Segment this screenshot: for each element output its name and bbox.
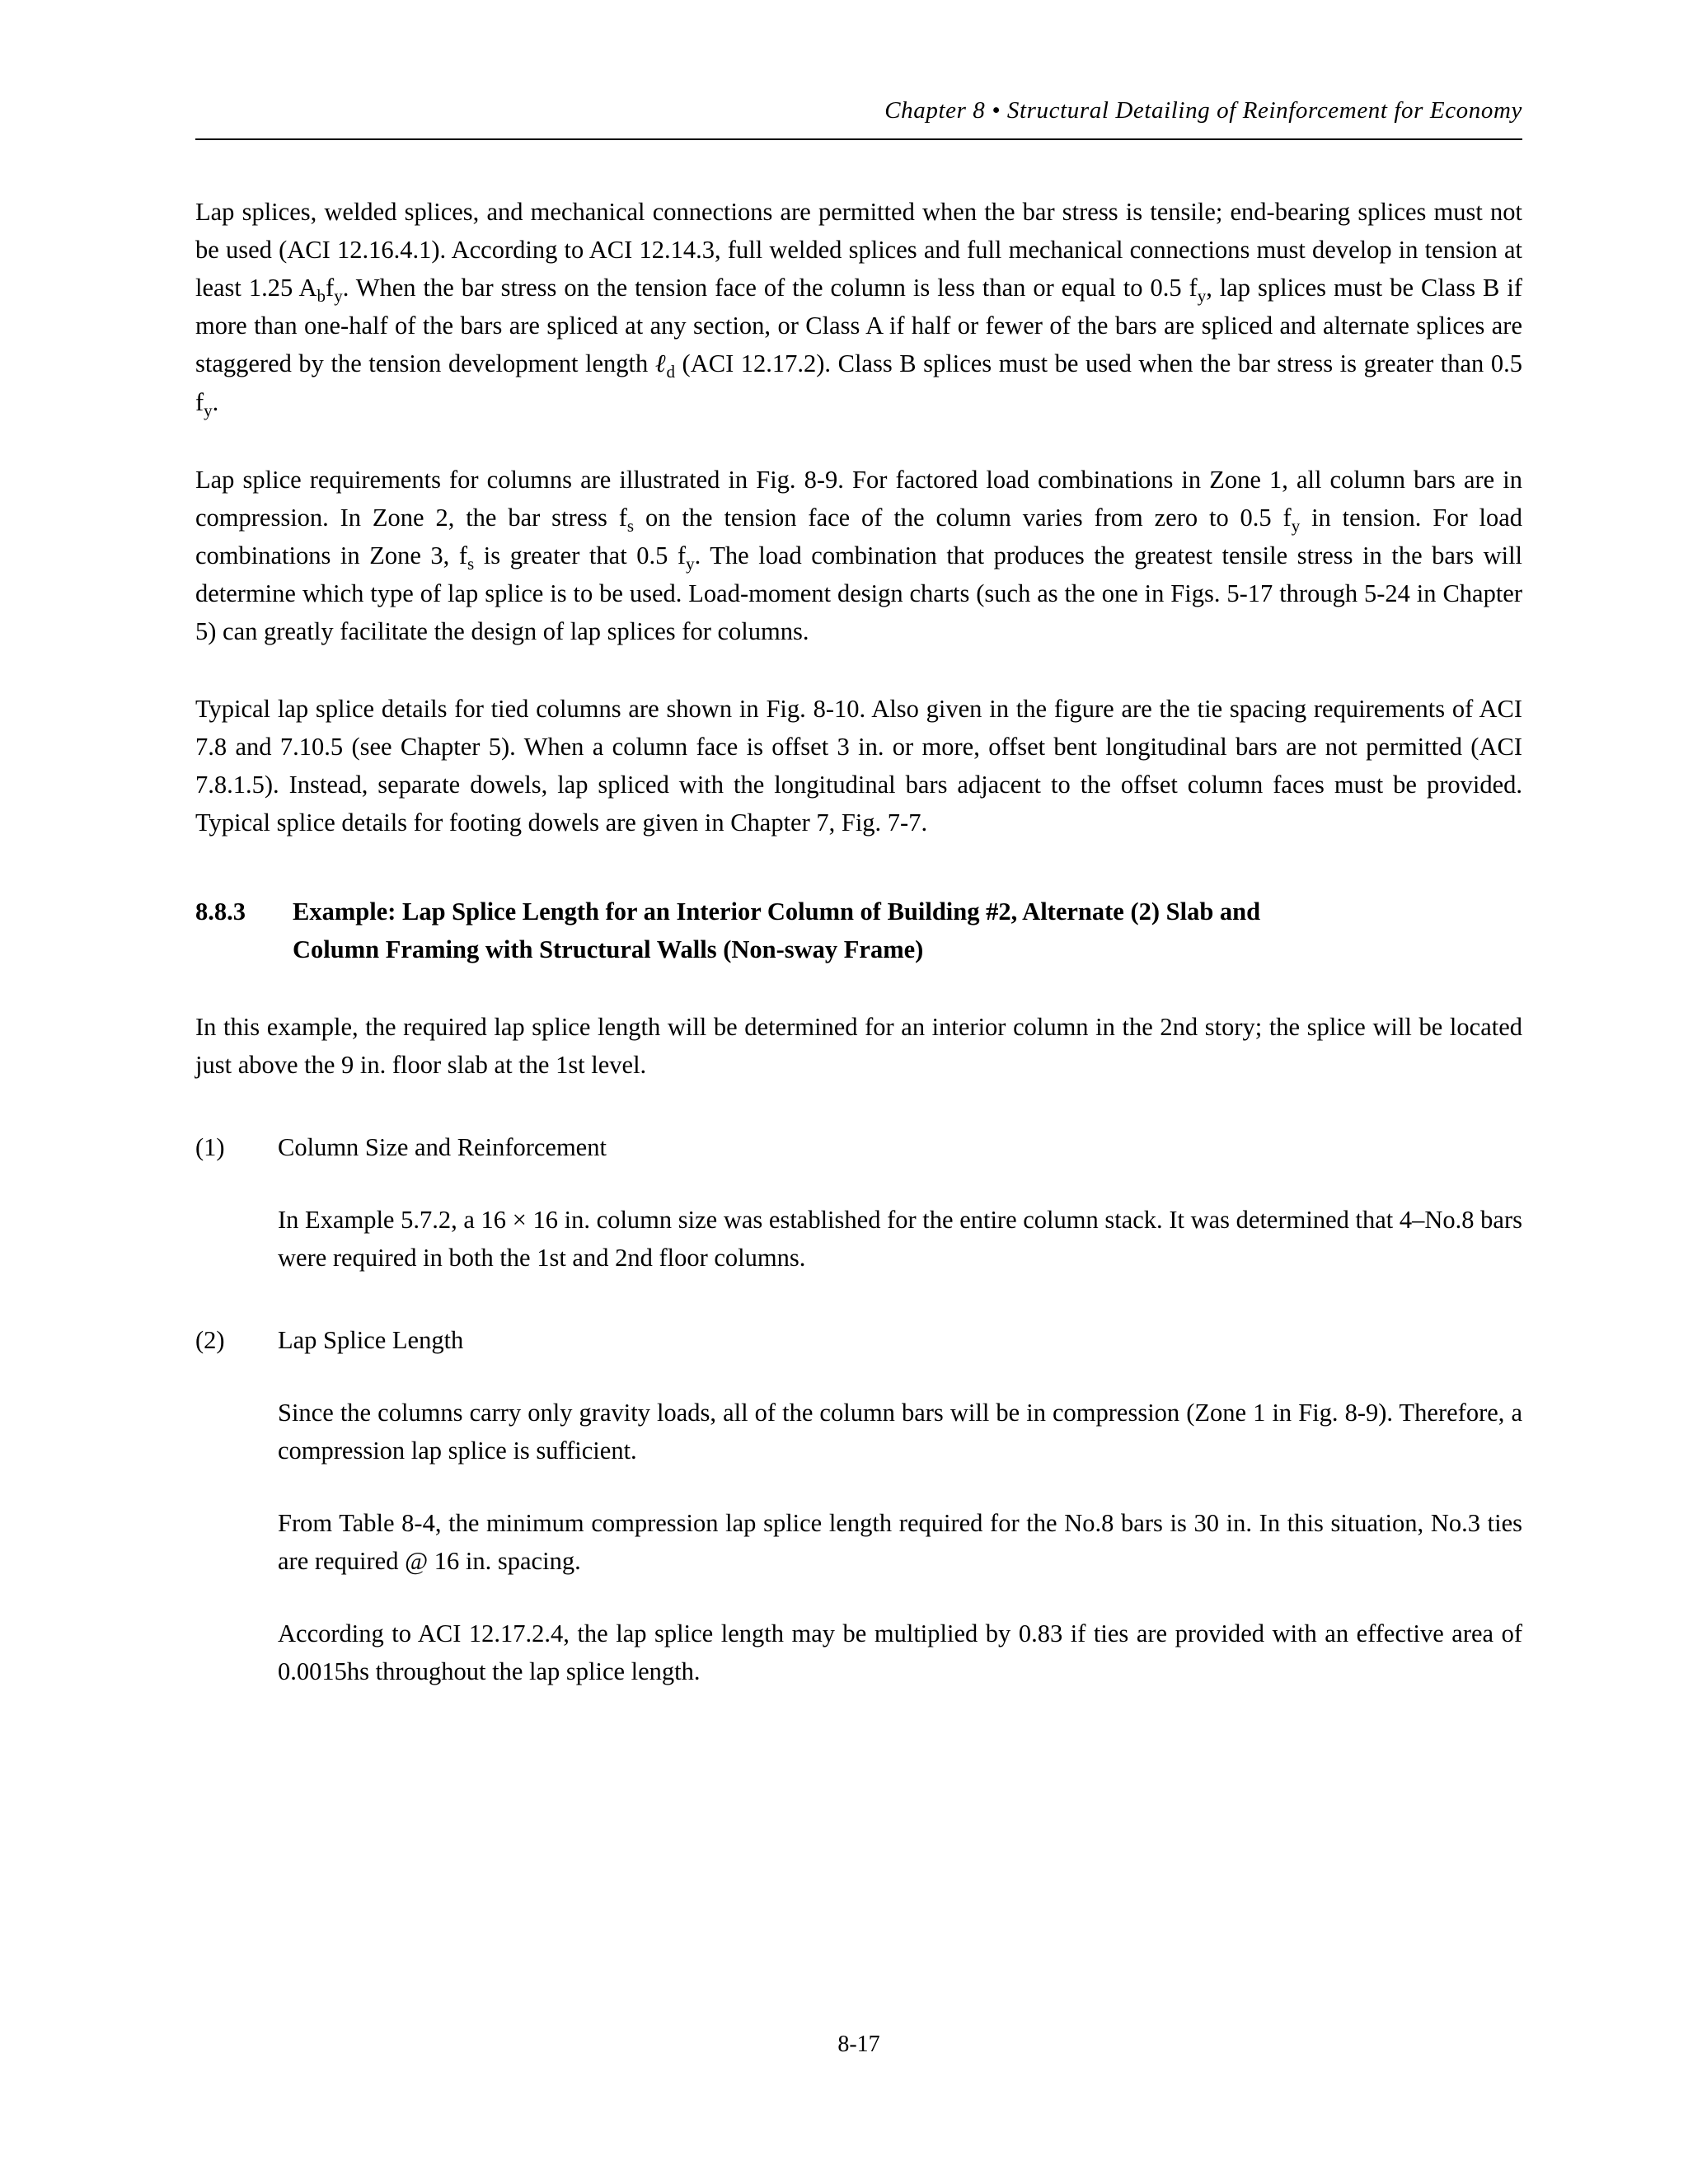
p2-sub-y1: y: [1291, 516, 1301, 537]
p1-part-b: f: [326, 274, 335, 302]
p1-sub-d: d: [666, 362, 675, 382]
list-item-2-body-2: From Table 8-4, the minimum compression lap splice length required for the No.8 bars is 30 in. In this situation, No.3 ties are required @ 16 in. spacing.: [278, 1509, 1522, 1575]
section-title-line1: Example: Lap Splice Length for an Interior Column of Building #2, Alternate (2) Slab and: [293, 898, 1261, 926]
section-number: 8.8.3: [195, 898, 246, 926]
list-item-2-number: (2): [195, 1326, 225, 1354]
section-title: [293, 893, 1522, 968]
p2-part-b: on the tension face of the column varies from zero to 0.5 f: [634, 504, 1292, 532]
p1-sub-y3: y: [204, 401, 213, 421]
paragraph-2: [195, 461, 1522, 650]
section-heading: [195, 893, 1522, 968]
p1-part-c: . When the bar stress on the tension face of the column is less than or equal to 0.5 f: [342, 274, 1198, 302]
p1-part-d: , lap splices must be Class B if more than one-half of the bars are spliced at any section, or Class A if half or fewer of the bars are spliced and alternate splices are staggered by the tension development length: [195, 274, 1522, 377]
p1-ell-symbol: ℓ: [654, 349, 667, 378]
paragraph-4: In this example, the required lap splice length will be determined for an interior column in the 2nd story; the splice will be located just above the 9 in. floor slab at the 1st level.: [195, 1013, 1522, 1079]
p2-part-a: Lap splice requirements for columns are illustrated in Fig. 8-9. For factored load combinations in Zone 1, all column bars are in compression. In Zone 2, the bar stress f: [195, 466, 1522, 532]
p2-sub-y2: y: [686, 554, 695, 574]
p1-sub-y1: y: [334, 286, 343, 307]
header-chapter-title: Chapter 8 • Structural Detailing of Reinforcement for Economy: [884, 97, 1522, 124]
header-divider: [195, 138, 1522, 140]
p1-sub-b: b: [316, 286, 326, 307]
p2-sub-s2: s: [467, 554, 475, 574]
list-item-1-body: In Example 5.7.2, a 16 × 16 in. column size was established for the entire column stack. It was determined that 4–No.8 bars were required in both the 1st and 2nd floor columns.: [278, 1206, 1522, 1272]
p1-part-e: (ACI 12.17.2). Class B splices must be used when the bar stress is greater than 0.5 f: [195, 349, 1522, 416]
p1-part-f: .: [212, 388, 219, 416]
section-title-line2: Column Framing with Structural Walls (Non-sway Frame): [293, 935, 924, 963]
p2-part-d: is greater that 0.5 f: [474, 541, 687, 569]
page-header: [195, 0, 1522, 140]
list-item-2-body-1: Since the columns carry only gravity loads, all of the column bars will be in compression (Zone 1 in Fig. 8-9). Therefore, a compression lap splice is sufficient.: [278, 1399, 1522, 1465]
p2-part-c: in tension. For load combinations in Zone 3, f: [195, 504, 1522, 569]
p1-sub-y2: y: [1197, 286, 1207, 307]
page-number: 8-17: [837, 2032, 880, 2057]
list-item-2-body-3: According to ACI 12.17.2.4, the lap splice length may be multiplied by 0.83 if ties are provided with an effective area of 0.0015hs throughout the lap splice length.: [278, 1619, 1522, 1685]
list-item-1-number: (1): [195, 1133, 225, 1161]
p2-sub-s1: s: [626, 516, 635, 537]
paragraph-3: Typical lap splice details for tied columns are shown in Fig. 8-10. Also given in the figure are the tie spacing requirements of ACI 7.8 and 7.10.5 (see Chapter 5). When a column face is offset 3 in. or more, offset bent longitudinal bars are not permitted (ACI 7.8.1.5). Instead, separate dowels, lap spliced with the longitudinal bars adjacent to the offset column faces must be provided. Typical splice details for footing dowels are given in Chapter 7, Fig. 7-7.: [195, 695, 1522, 837]
list-item-1-label: Column Size and Reinforcement: [278, 1133, 607, 1161]
page-content: [195, 0, 1523, 2057]
paragraph-1: [195, 193, 1522, 421]
p1-part-a: Lap splices, welded splices, and mechanical connections are permitted when the bar stress is tensile; end-bearing splices must not be used (ACI 12.16.4.1). According to ACI 12.14.3, full welded splices and full mechanical connections must develop in tension at least 1.25 A: [195, 198, 1522, 302]
page-footer: [195, 2032, 1522, 2058]
list-item-1: [195, 1128, 1522, 1166]
list-item-2: [195, 1321, 1522, 1359]
p2-part-e: . The load combination that produces the greatest tensile stress in the bars will determine which type of lap splice is to be used. Load-moment design charts (such as the one in Figs. 5-17 through 5-24 in Chapter 5) can greatly facilitate the design of lap splices for columns.: [195, 541, 1523, 645]
list-item-2-label: Lap Splice Length: [278, 1326, 464, 1354]
